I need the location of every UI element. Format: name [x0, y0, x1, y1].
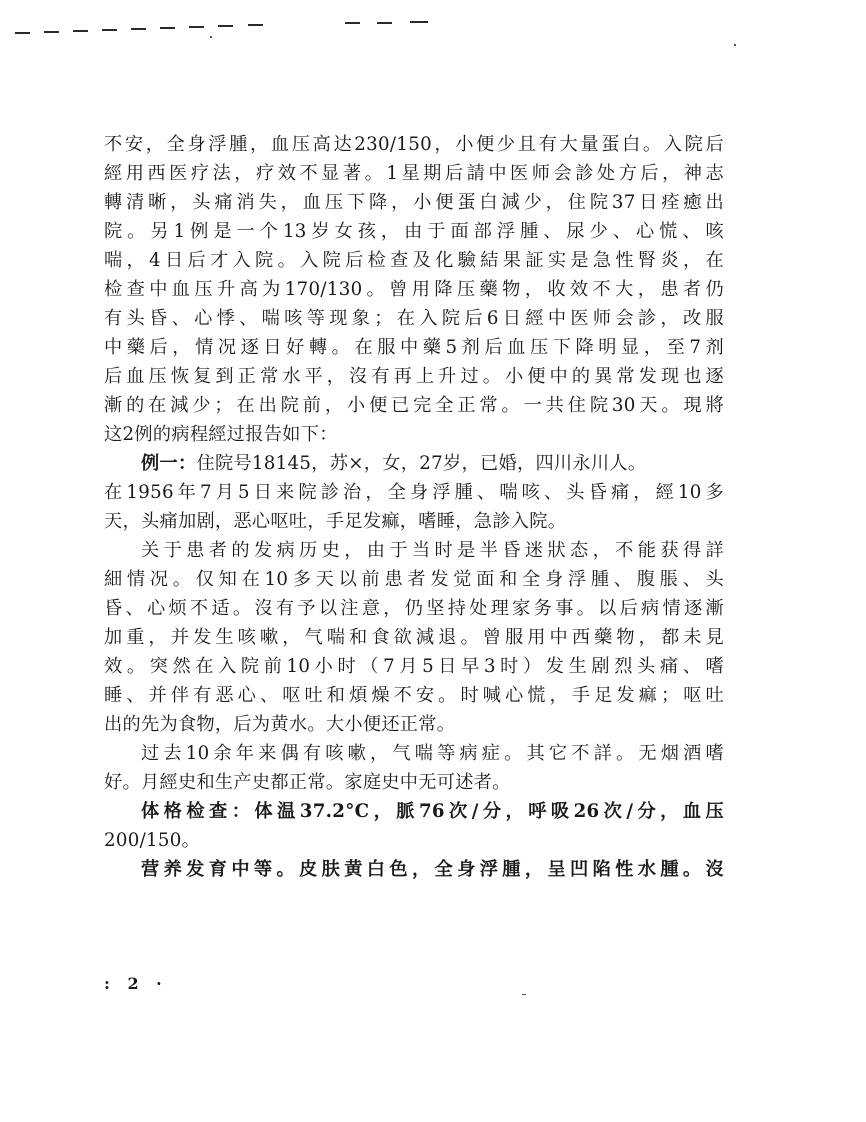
text-line: 营养发育中等。皮肤黄白色，全身浮腫，呈凹陷性水腫。沒 [141, 859, 724, 880]
case-heading: 例一： [141, 453, 197, 474]
dash-mark [410, 21, 428, 23]
text-line: 体格检查：体温37.2°C，脈76次/分，呼吸26次/分，血压 [141, 801, 724, 822]
case-intro-text: 住院号18145，苏×，女，27岁，已婚，四川永川人。 [196, 453, 647, 474]
text-line: 关于患者的发病历史，由于当时是半昏迷狀态，不能获得詳 [141, 540, 724, 561]
text-line: 喘，4日后才入院。入院后检查及化驗結果証实是急性腎炎，在 [104, 250, 724, 271]
paragraph-case-one [104, 449, 724, 536]
scan-speck [210, 36, 212, 38]
text-line: 院。另1例是一个13岁女孩，由于面部浮腫、尿少、心慌、咳 [104, 221, 724, 242]
dash-mark [218, 25, 233, 27]
text-line: 过去10余年来偶有咳嗽，气喘等病症。其它不詳。无烟酒嗜 [141, 743, 724, 764]
text-line: 有头昏、心悸、喘咳等现象；在入院后6日經中医师会診，改服 [104, 308, 724, 329]
text-line [104, 449, 724, 478]
page-number: : 2 · [104, 974, 168, 993]
text-line: 不安，全身浮腫，血压高达230/150，小便少且有大量蛋白。入院后 [104, 134, 724, 155]
scan-speck [522, 994, 526, 995]
dash-mark [248, 24, 263, 26]
dash-mark [44, 31, 59, 33]
dash-mark [102, 29, 117, 31]
text-line: 天，头痛加剧，恶心呕吐，手足发痲，嗜睡，急診入院。 [104, 511, 567, 532]
text-line: 200/150。 [104, 830, 201, 851]
text-line: 好。月經史和生产史都正常。家庭史中无可述者。 [104, 772, 511, 793]
paragraph-past-history [104, 739, 724, 797]
dash-mark [131, 28, 146, 30]
paragraph-physical-exam [104, 797, 724, 855]
text-line: 中藥后，情况逐日好轉。在服中藥5剂后血压下降明显，至7剂 [104, 337, 724, 358]
text-line: 检查中血压升高为170/130。曾用降压藥物，收效不大，患者仍 [104, 279, 724, 300]
dash-mark [160, 27, 175, 29]
dash-mark [377, 22, 392, 24]
scan-speck [734, 44, 736, 46]
text-line: 細情况。仅知在10多天以前患者发觉面和全身浮腫、腹脹、头 [104, 569, 724, 590]
text-line: 后血压恢复到正常水平，沒有再上升过。小便中的異常发现也逐 [104, 366, 724, 387]
text-line: 轉清晰，头痛消失，血压下降，小便蛋白減少，住院37日痊癒出 [104, 192, 724, 213]
text-line: 經用西医疗法，疗效不显著。1星期后請中医师会診处方后，神志 [104, 163, 724, 184]
text-line: 昏、心烦不适。沒有予以注意，仍坚持处理家务事。以后病情逐漸 [104, 598, 724, 619]
paragraph-continuation [104, 130, 724, 449]
scan-header-dashes [0, 0, 866, 40]
paragraph-nutrition [104, 855, 724, 884]
text-line: 在1956年7月5日来院診治，全身浮腫、喘咳、头昏痛，經10多 [104, 482, 724, 503]
dash-mark [189, 26, 204, 28]
text-line: 这2例的病程經过报告如下： [104, 424, 338, 445]
paragraph-history [104, 536, 724, 739]
text-line: 加重，并发生咳嗽，气喘和食欲減退。曾服用中西藥物，都未見 [104, 627, 724, 648]
text-line: 睡、并伴有恶心、呕吐和煩燥不安。时喊心慌，手足发痲；呕吐 [104, 685, 724, 706]
document-body [104, 130, 724, 884]
text-line: 出的先为食物，后为黄水。大小便还正常。 [104, 714, 456, 735]
text-line: 效。突然在入院前10小时（7月5日早3时）发生剧烈头痛、嗜 [104, 656, 724, 677]
dash-mark [15, 32, 30, 34]
dash-mark [345, 22, 360, 24]
text-line: 漸的在減少；在出院前，小便已完全正常。一共住院30天。現將 [104, 395, 724, 416]
dash-mark [73, 30, 88, 32]
